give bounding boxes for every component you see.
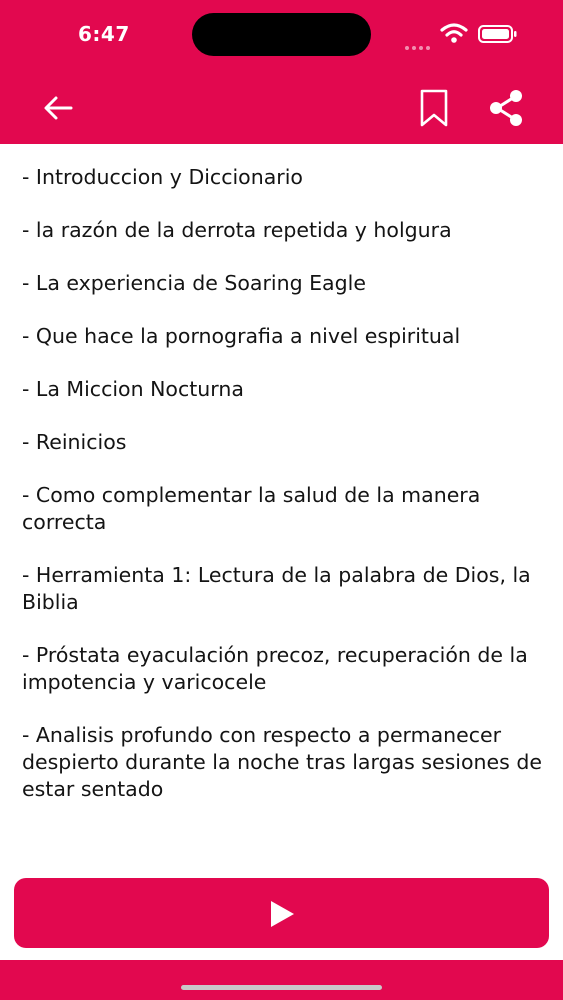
content-list bbox=[22, 164, 547, 829]
list-item: - la razón de la derrota repetida y holgura bbox=[22, 218, 452, 242]
status-time: 6:47 bbox=[78, 22, 130, 46]
list-item: - La experiencia de Soaring Eagle bbox=[22, 271, 366, 295]
share-button[interactable] bbox=[486, 88, 526, 128]
list-item: - Que hace la pornografia a nivel espiritual bbox=[22, 324, 461, 348]
home-indicator[interactable] bbox=[181, 985, 382, 990]
app-header bbox=[0, 0, 563, 144]
list-item: - La Miccion Nocturna bbox=[22, 377, 244, 401]
play-button[interactable] bbox=[14, 878, 549, 948]
dynamic-island bbox=[192, 13, 371, 56]
list-item: - Reinicios bbox=[22, 430, 127, 454]
bookmark-button[interactable] bbox=[417, 88, 451, 128]
list-item: - Herramienta 1: Lectura de la palabra de Dios, la Biblia bbox=[22, 563, 531, 614]
list-item: - Próstata eyaculación precoz, recuperación de la impotencia y varicocele bbox=[22, 643, 528, 694]
signal-dots-icon bbox=[405, 35, 433, 54]
back-button[interactable] bbox=[40, 90, 76, 126]
play-icon bbox=[268, 899, 296, 929]
battery-icon bbox=[478, 25, 518, 43]
bottom-bar bbox=[0, 960, 563, 1000]
wifi-icon bbox=[440, 22, 468, 44]
list-item: - Analisis profundo con respecto a permanecer despierto durante la noche tras largas sesiones de estar sentado bbox=[22, 723, 542, 801]
list-item: - Introduccion y Diccionario bbox=[22, 165, 303, 189]
list-item: - Como complementar la salud de la manera correcta bbox=[22, 483, 481, 534]
